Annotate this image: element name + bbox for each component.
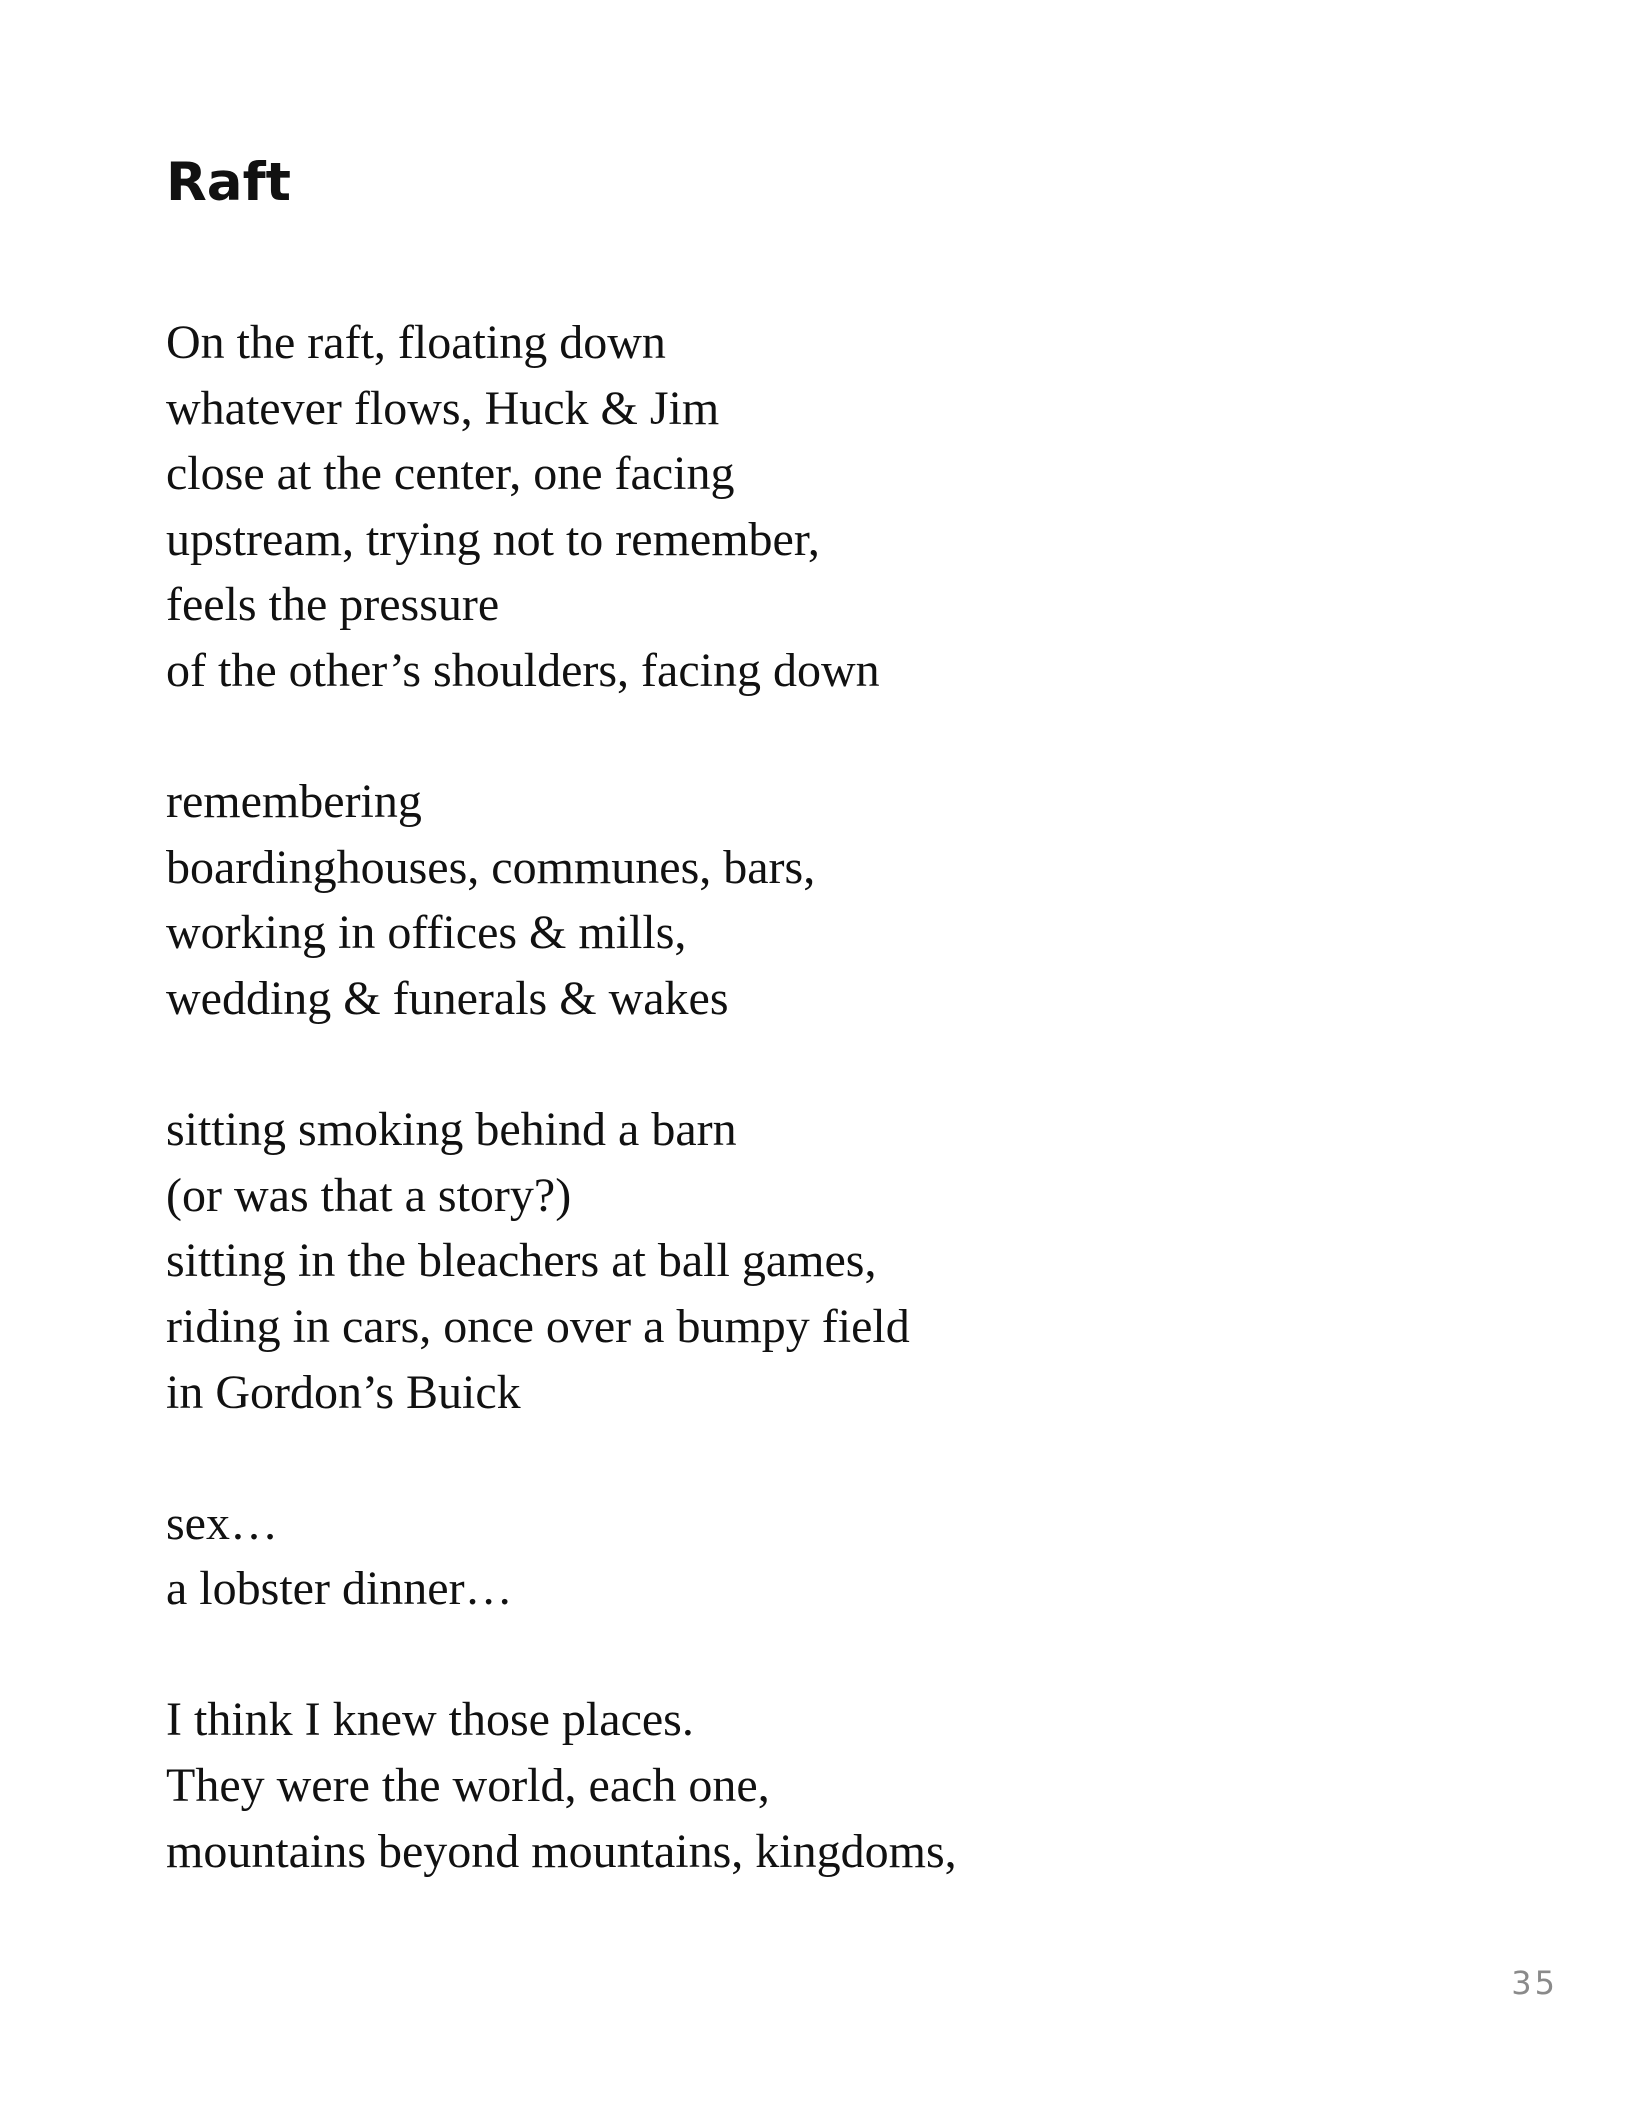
poem-line: mountains beyond mountains, kingdoms,: [166, 1824, 957, 1878]
stanza-3: [166, 1097, 1466, 1425]
poem-line: feels the pressure: [166, 578, 500, 632]
poem-line: remembering: [166, 775, 422, 829]
page-number: 35: [1511, 1964, 1558, 2002]
poem-line: riding in cars, once over a bumpy field: [166, 1299, 910, 1353]
poem-line: of the other’s shoulders, facing down: [166, 643, 880, 697]
poem-line: wedding & funerals & wakes: [166, 971, 729, 1025]
stanza-5: [166, 1687, 1466, 1884]
poem-line: They were the world, each one,: [166, 1759, 770, 1813]
poem-line: I think I knew those places.: [166, 1693, 694, 1747]
poem-body: [166, 310, 1466, 1884]
poem-line: a lobster dinner…: [166, 1562, 513, 1616]
poem-line: sitting in the bleachers at ball games,: [166, 1234, 877, 1288]
poem-line: sex…: [166, 1496, 278, 1550]
poem-line: whatever flows, Huck & Jim: [166, 381, 720, 435]
poem-line: boardinghouses, communes, bars,: [166, 840, 816, 894]
poem-line: close at the center, one facing: [166, 447, 735, 501]
stanza-1: [166, 310, 1466, 704]
poem-line: upstream, trying not to remember,: [166, 512, 820, 566]
stanza-2: [166, 769, 1466, 1031]
poem-title: Raft: [166, 152, 291, 213]
stanza-4: [166, 1491, 1466, 1622]
poem-line: On the raft, floating down: [166, 316, 666, 369]
poem-line: working in offices & mills,: [166, 906, 687, 960]
poem-line: (or was that a story?): [166, 1168, 572, 1222]
poem-line: sitting smoking behind a barn: [166, 1103, 737, 1157]
poem-line: in Gordon’s Buick: [166, 1365, 521, 1419]
